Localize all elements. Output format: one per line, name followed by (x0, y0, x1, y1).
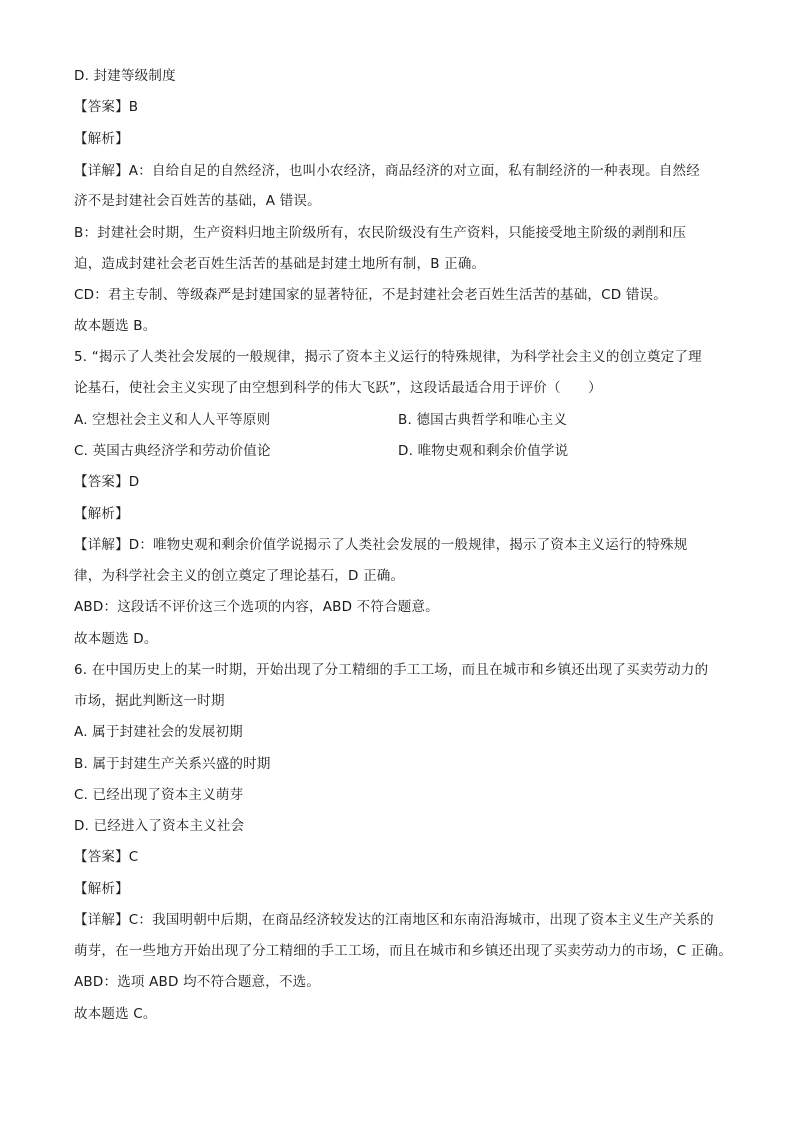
q6-detail-line: 萌芽，在一些地方开始出现了分工精细的手工工场，而且在城市和乡镇还出现了买卖劳动力的市场，C 正确。 (74, 943, 733, 959)
q4-conclusion: 故本题选 B。 (74, 318, 157, 334)
q6-answer: 【答案】C (74, 849, 139, 865)
q4-detail-line: 济不是封建社会百姓苦的基础，A 错误。 (74, 193, 321, 209)
q6-detail-line: ABD：选项 ABD 均不符合题意，不选。 (74, 974, 321, 990)
q5-detail-line: 【详解】D：唯物史观和剩余价值学说揭示了人类社会发展的一般规律，揭示了资本主义运行的特殊规 (74, 537, 688, 553)
q5-stem: 论基石，使社会主义实现了由空想到科学的伟大飞跃”，这段话最适合用于评价（ ） (74, 380, 602, 396)
q5-detail-line: ABD：这段话不评价这三个选项的内容，ABD 不符合题意。 (74, 599, 439, 615)
q5-option-a: A. 空想社会主义和人人平等原则 (74, 412, 271, 428)
q5-option-b: B. 德国古典哲学和唯心主义 (398, 412, 568, 428)
q5-detail-line: 律，为科学社会主义的创立奠定了理论基石，D 正确。 (74, 568, 405, 584)
q4-option-d: D. 封建等级制度 (74, 68, 176, 84)
q6-detail-line: 【详解】C：我国明朝中后期，在商品经济较发达的江南地区和东南沿海城市，出现了资本主义生产关系的 (74, 912, 714, 928)
q4-detail-line: B：封建社会时期，生产资料归地主阶级所有，农民阶级没有生产资料，只能接受地主阶级的剥削和压 (74, 225, 687, 241)
q4-detail-line: 迫，造成封建社会老百姓生活苦的基础是封建土地所有制，B 正确。 (74, 256, 486, 272)
q4-answer: 【答案】B (74, 99, 139, 115)
q6-analysis-label: 【解析】 (74, 881, 129, 897)
q6-option-a: A. 属于封建社会的发展初期 (74, 724, 243, 740)
q6-conclusion: 故本题选 C。 (74, 1006, 157, 1022)
q4-analysis-label: 【解析】 (74, 131, 129, 147)
q6-option-c: C. 已经出现了资本主义萌芽 (74, 787, 244, 803)
q6-stem: 6. 在中国历史上的某一时期，开始出现了分工精细的手工工场，而且在城市和乡镇还出现了买卖劳动力的 (74, 662, 709, 678)
q5-conclusion: 故本题选 D。 (74, 631, 158, 647)
q4-detail-line: CD：君主专制、等级森严是封建国家的显著特征，不是封建社会老百姓生活苦的基础，CD 错误。 (74, 287, 667, 303)
q6-option-d: D. 已经进入了资本主义社会 (74, 818, 245, 834)
q5-stem: 5. “揭示了人类社会发展的一般规律，揭示了资本主义运行的特殊规律，为科学社会主义的创立奠定了理 (74, 349, 702, 365)
q5-analysis-label: 【解析】 (74, 506, 129, 522)
q5-answer: 【答案】D (74, 474, 140, 490)
q6-option-b: B. 属于封建生产关系兴盛的时期 (74, 756, 271, 772)
q5-option-c: C. 英国古典经济学和劳动价值论 (74, 443, 271, 459)
q6-stem: 市场，据此判断这一时期 (74, 693, 225, 709)
q5-option-d: D. 唯物史观和剩余价值学说 (398, 443, 569, 459)
q4-detail-line: 【详解】A：自给自足的自然经济，也叫小农经济，商品经济的对立面，私有制经济的一种表现。自然经 (74, 163, 700, 179)
